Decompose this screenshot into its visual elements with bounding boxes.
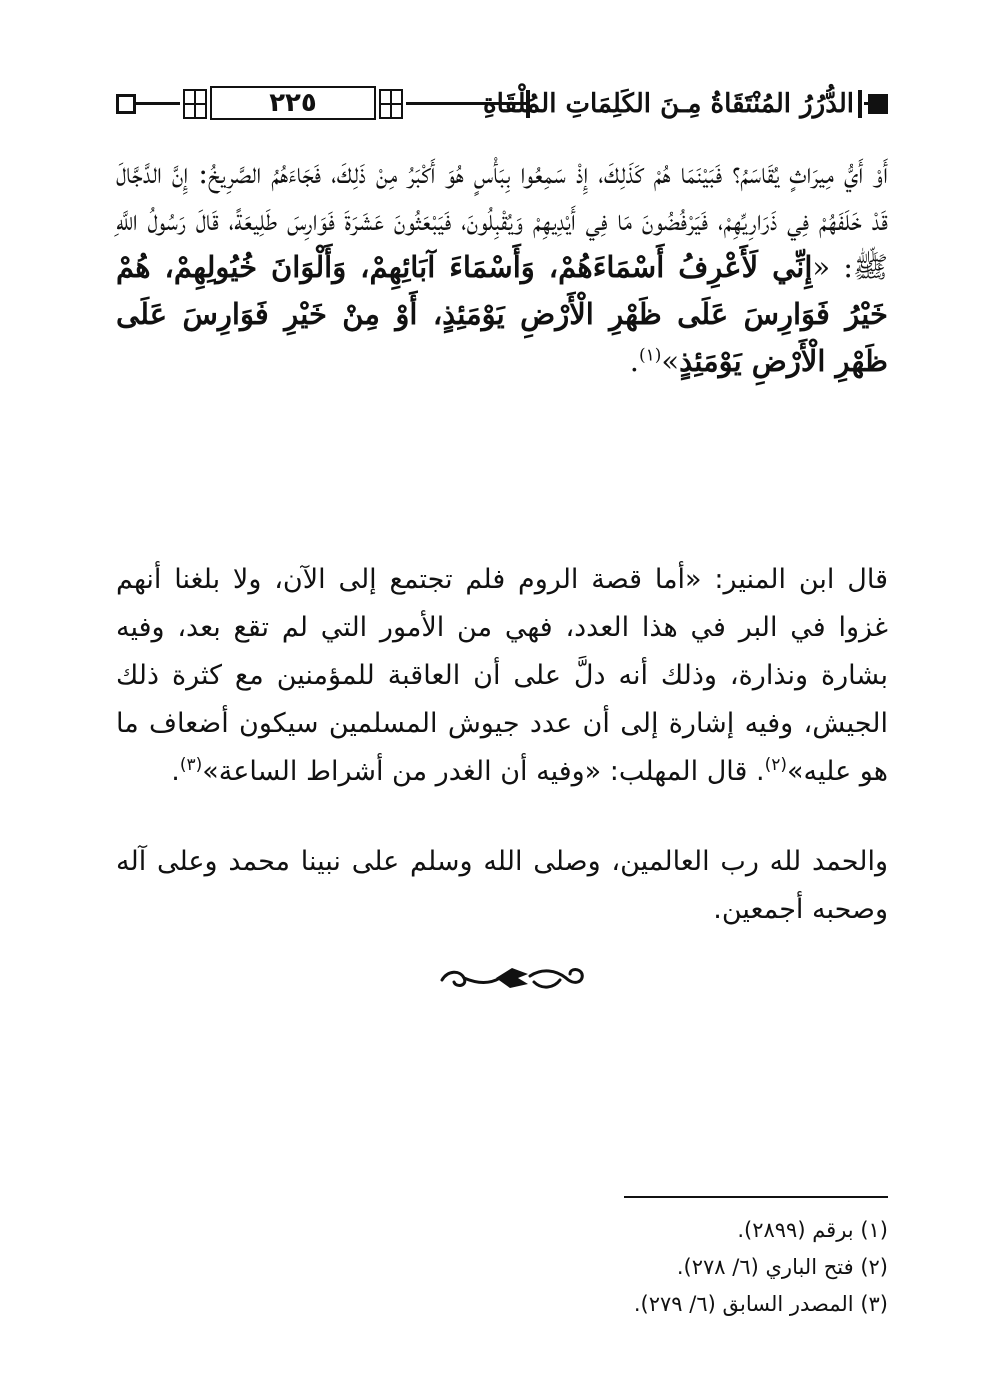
footnote-2: (٢) فتح الباري (٦/ ٢٧٨). [676,1255,888,1279]
commentary-text: قال ابن المنير: «أما قصة الروم فلم تجتمع إلى الآن، ولا بلغنا أنهم غزوا في البر في هذا العدد، فهي من الأمور التي لم تقع بعد، وفيه بشارة ونذارة، وذلك أنه دلَّ على أن العاقبة للمؤمنين مع كثرة ذلك الجيش، وفيه إشارة إلى أن عدد جيوش المسلمين سيكون أضعاف ما هو عليه» [116,564,888,787]
header-bar-right [858,90,862,118]
commentary-paragraph [116,556,888,796]
footnotes [500,1212,888,1323]
hadith-bold-quote: إِنِّي لَأَعْرِفُ أَسْمَاءَهُمْ، وَأَسْمَاءَ آبَائِهِمْ، وَأَلْوَانَ خُيُولِهِمْ، هُمْ خَيْرُ فَوَارِسَ عَلَى ظَهْرِ الْأَرْضِ يَوْمَئِذٍ، أَوْ مِنْ خَيْرِ فَوَارِسَ عَلَى ظَهْرِ الْأَرْضِ يَوْمَئِذٍ [116,250,888,378]
header-square-left [116,94,136,114]
commentary-mid: . قال المهلب: «وفيه أن الغدر من أشراط الساعة» [202,756,765,787]
footnote-separator [624,1196,888,1198]
hadith-end: . [629,344,639,378]
hadith-intro: أَوْ أَيُّ مِيرَاثٍ يُقَاسَمُ؟ فَبَيْنَمَا هُمْ كَذَلِكَ، إِذْ سَمِعُوا بِبَأْسٍ هُوَ أَكْبَرُ مِنْ ذَلِكَ، فَجَاءَهُمُ الصَّرِيخُ: إِنَّ الدَّجَّالَ قَدْ خَلَفَهُمْ فِي ذَرَارِيِّهِمْ، فَيَرْفُضُونَ مَا فِي أَيْدِيهِمْ وَيُقْبِلُونَ، فَيَبْعَثُونَ عَشَرَةَ فَوَارِسَ طَلِيعَةً، قَالَ رَسُولُ اللَّهِ ﷺ: « [116,156,889,284]
hadith-paragraph [116,150,888,385]
page-header [116,82,888,130]
commentary-end: . [171,756,180,787]
footnote-ref-3[interactable]: (٣) [179,755,203,775]
footnote-ref-1[interactable]: (١) [638,345,662,366]
hadith-quote-close: » [661,344,680,378]
page-number-frame [182,84,404,124]
footnote-1: (١) برقم (٢٨٩٩). [737,1218,888,1242]
book-title: الدُّرُرُ المُنْتَقَاةُ مِـنَ الكَلِمَاتِ المُلْقَاةِ [482,89,854,119]
footnote-ref-2[interactable]: (٢) [764,755,788,775]
header-rule-left [136,102,180,105]
footnote-3: (٣) المصدر السابق (٦/ ٢٧٩). [633,1292,888,1316]
header-square-right [868,94,888,114]
page-number: ٢٢٥ [210,86,376,120]
ornament-divider-icon [438,960,588,994]
closing-paragraph: والحمد لله رب العالمين، وصلى الله وسلم على نبينا محمد وعلى آله وصحبه أجمعين. [116,846,888,925]
